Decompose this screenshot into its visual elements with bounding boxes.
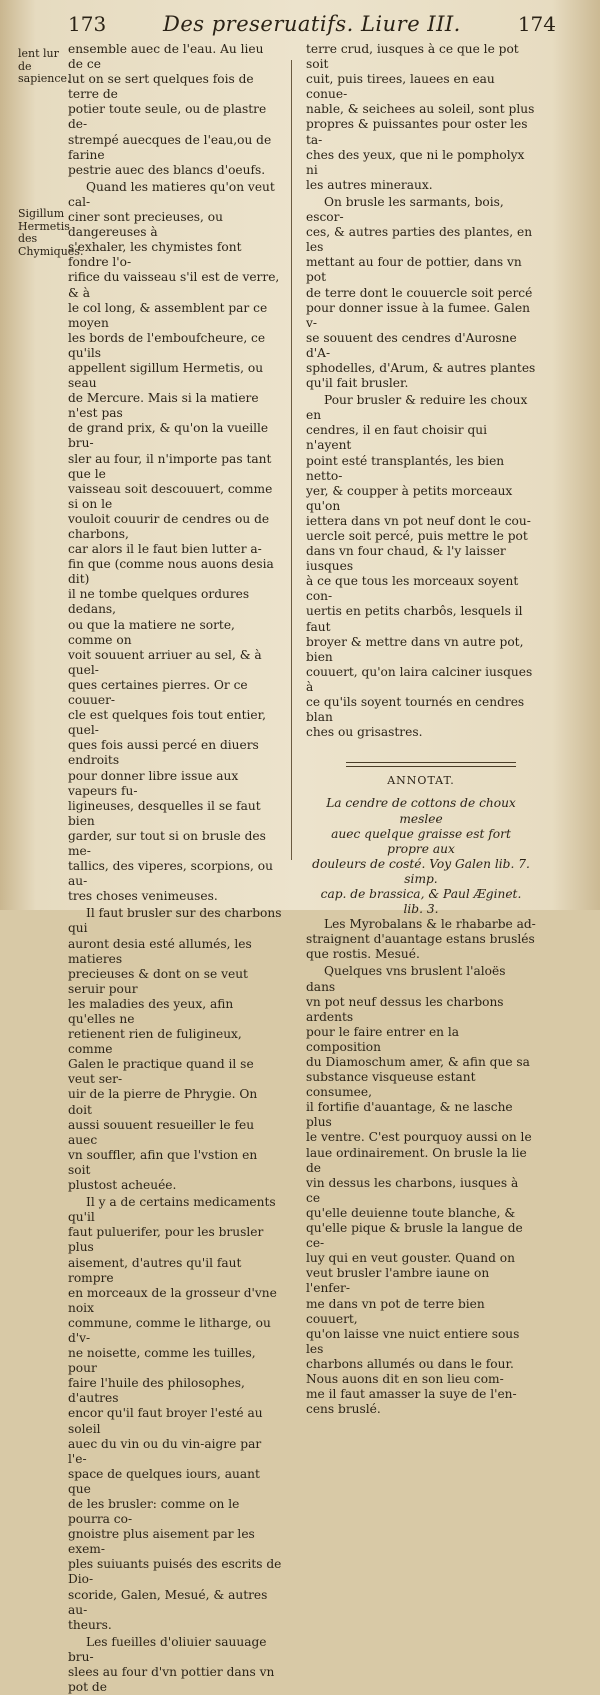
paragraph [306, 42, 536, 193]
text-line: propres & puissantes pour oster les ta- [306, 117, 528, 147]
text-line: On brusle les sarmants, bois, escor- [306, 194, 504, 225]
text-line: broyer & mettre dans vn autre pot, bien [306, 634, 524, 664]
text-line: Pour brusler & reduire les choux en [306, 393, 528, 423]
text-line: theurs. [68, 1617, 112, 1632]
text-line: faire l'huile des philosophes, d'autres [68, 1376, 245, 1406]
text-line: vaisseau soit descouuert, comme si on le [68, 481, 273, 511]
text-line: de terre dont le couuercle soit percé [306, 285, 533, 300]
text-line: precieuses & dont on se veut seruir pour [68, 966, 248, 996]
text-line: le ventre. C'est pourquoy aussi on le [306, 1130, 532, 1145]
page-number-left: 173 [68, 12, 107, 36]
column-divider [291, 60, 292, 860]
text-line: space de quelques iours, auant que [68, 1466, 260, 1496]
text-line: vouloit couurir de cendres ou de charbons, [68, 511, 270, 541]
text-line: les bords de l'emboufcheure, ce qu'ils [68, 330, 266, 360]
text-line: de les brusler: comme on le pourra co- [68, 1497, 240, 1527]
text-line: s'exhaler, les chymistes font fondre l'o- [68, 240, 242, 270]
text-line: cendres, il en faut choisir qui n'ayent [306, 423, 488, 453]
text-line: point esté transplantés, les bien netto- [306, 453, 505, 483]
text-line: Les Myrobalans & le rhabarbe ad- [324, 917, 536, 932]
text-line: plustost acheuée. [68, 1178, 177, 1193]
text-line: Galen le practique quand il se veut ser- [68, 1057, 254, 1087]
paragraph [68, 1635, 282, 1695]
text-line: Les fueilles d'oliuier sauuage bru- [68, 1634, 267, 1664]
text-line: auec quelque graisse est fort propre aux [331, 826, 511, 856]
text-line: ches des yeux, que ni le pompholyx ni [306, 147, 525, 177]
text-line: en morceaux de la grosseur d'vne noix [68, 1285, 277, 1315]
paragraph [68, 180, 282, 905]
text-line: yer, & coupper à petits morceaux qu'on [306, 483, 513, 513]
page-number-right: 174 [517, 12, 556, 36]
text-line: qu'on laisse vne nuict entiere sous les [306, 1326, 520, 1356]
text-line: ques fois aussi percé en diuers endroits [68, 738, 259, 768]
text-line: les maladies des yeux, afin qu'elles ne [68, 996, 234, 1026]
text-line: vin dessus les charbons, iusques à ce [306, 1175, 519, 1205]
section-rule [346, 762, 516, 767]
text-line: ce qu'ils soyent tournés en cendres blan [306, 695, 525, 725]
text-line: vn souffler, afin que l'vstion en soit [68, 1147, 258, 1177]
text-line: du Diamoschum amer, & afin que sa [306, 1055, 530, 1069]
text-line: uercle soit percé, puis mettre le pot [306, 529, 528, 543]
text-line: qu'il fait brusler. [306, 376, 409, 391]
margin-note-sapience: lent lur de sapience. [18, 47, 71, 85]
annotation-heading: ANNOTAT. [387, 774, 455, 788]
text-line: gnoistre plus aisement par les exem- [68, 1527, 255, 1557]
text-line: lut on se sert quelques fois de terre de [68, 72, 254, 102]
text-line: laue ordinairement. On brusle la lie de [306, 1145, 527, 1175]
paragraph [306, 393, 536, 740]
text-line: tallics, des viperes, scorpions, ou au- [68, 859, 273, 889]
text-line: Nous auons dit en son lieu com- [306, 1371, 504, 1386]
annotation-text [306, 796, 536, 917]
text-line: encor qu'il faut broyer l'esté au soleil [68, 1406, 263, 1436]
text-line: luy qui en veut gouster. Quand on [306, 1251, 515, 1266]
text-line: pour donner libre issue aux vapeurs fu- [68, 768, 239, 798]
paragraph [68, 1195, 282, 1633]
text-line: douleurs de costé. Voy Galen lib. 7. simp. [312, 856, 530, 886]
paragraph [306, 195, 536, 391]
paragraph [306, 964, 536, 1417]
text-line: fin que (comme nous auons desia dit) [68, 557, 274, 587]
text-line: ches ou grisastres. [306, 725, 423, 740]
text-line: de grand prix, & qu'on la vueille bru- [68, 421, 269, 451]
margin-note-sigillum: Sigillum Hermetis des Chymiques. [18, 207, 84, 258]
text-line: car alors il le faut bien lutter a- [68, 542, 262, 557]
text-line: slees au four d'vn pottier dans vn pot de [68, 1665, 275, 1695]
text-line: Quelques vns bruslent l'aloës dans [306, 964, 506, 994]
text-line: scoride, Galen, Mesué, & autres au- [68, 1587, 268, 1617]
text-line: cap. de brassica, & Paul Æginet. lib. 3. [320, 886, 522, 917]
text-line: retienent rien de fuligineux, comme [68, 1027, 242, 1057]
text-line: veut brusler l'ambre iaune on l'enfer- [306, 1266, 490, 1296]
text-line: il fortifie d'auantage, & ne lasche plus [306, 1100, 513, 1130]
text-line: uir de la pierre de Phrygie. On doit [68, 1087, 258, 1117]
text-line: aussi souuent resueiller le feu auec [68, 1117, 255, 1147]
text-line: Quand les matieres qu'on veut cal- [68, 179, 275, 209]
text-line: aisement, d'autres qu'il faut rompre [68, 1255, 242, 1285]
text-line: auec du vin ou du vin-aigre par l'e- [68, 1436, 262, 1466]
text-line: iettera dans vn pot neuf dont le cou- [306, 513, 531, 528]
text-line: le col long, & assemblent par ce moyen [68, 300, 268, 330]
text-line: qu'elle deuienne toute blanche, & [306, 1205, 516, 1220]
text-line: ligineuses, desquelles il se faut bien [68, 798, 261, 828]
text-line: ne noisette, comme les tuilles, pour [68, 1346, 256, 1376]
text-line: potier toute seule, ou de plastre de- [68, 102, 267, 132]
text-line: nable, & seichees au soleil, sont plus [306, 102, 535, 117]
right-column [306, 42, 536, 1417]
text-line: cle est quelques fois tout entier, quel- [68, 708, 266, 738]
paragraph [68, 906, 282, 1193]
text-line: il ne tombe quelques ordures dedans, [68, 587, 250, 617]
text-line: faut puluerifer, pour les brusler plus [68, 1225, 264, 1255]
text-line: sler au four, il n'importe pas tant que le [68, 451, 272, 481]
text-line: terre crud, iusques à ce que le pot soit [306, 42, 519, 72]
text-line: uertis en petits charbôs, lesquels il faut [306, 604, 523, 634]
text-line: mettant au four de pottier, dans vn pot [306, 255, 522, 285]
text-line: ples suiuants puisés des escrits de Dio- [68, 1557, 282, 1587]
text-line: vn pot neuf dessus les charbons ardents [306, 994, 504, 1024]
text-line: tres choses venimeuses. [68, 889, 218, 904]
text-line: qu'elle pique & brusle la langue de ce- [306, 1221, 523, 1251]
text-line: substance visqueuse estant consumee, [306, 1070, 476, 1100]
text-line: rifice du vaisseau s'il est de verre, & à [68, 270, 280, 300]
text-line: ques certaines pierres. Or ce couuer- [68, 677, 248, 708]
text-line: se souuent des cendres d'Aurosne d'A- [306, 330, 517, 360]
paragraph [306, 917, 536, 962]
running-header [68, 12, 556, 42]
text-line: me dans vn pot de terre bien couuert, [306, 1296, 485, 1326]
text-line: couuert, qu'on laira calciner iusques à [306, 664, 533, 694]
text-line: à ce que tous les morceaux soyent con- [306, 574, 519, 604]
text-line: pour le faire entrer en la composition [306, 1024, 460, 1054]
text-line: auront desia esté allumés, les matieres [68, 936, 252, 966]
text-line: sphodelles, d'Arum, & autres plantes [306, 360, 536, 375]
text-line: ces, & autres parties des plantes, en les [306, 225, 533, 255]
left-column [68, 42, 282, 1695]
text-line: Il faut brusler sur des charbons qui [68, 906, 282, 936]
text-line: appellent sigillum Hermetis, ou seau [68, 360, 264, 391]
text-line: que rostis. Mesué. [306, 947, 420, 962]
text-line: me il faut amasser la suye de l'en- [306, 1387, 517, 1402]
text-line: strempé auecques de l'eau,ou de farine [68, 132, 272, 162]
text-line: ensemble auec de l'eau. Au lieu de ce [68, 42, 264, 72]
text-line: cens bruslé. [306, 1402, 381, 1417]
text-line: les autres mineraux. [306, 177, 433, 192]
text-line: pestrie auec des blancs d'oeufs. [68, 162, 266, 177]
text-line: ciner sont precieuses, ou dangereuses à [68, 210, 223, 240]
text-line: garder, sur tout si on brusle des me- [68, 828, 266, 858]
running-title: Des preseruatifs. Liure III. [163, 12, 461, 36]
text-line: ou que la matiere ne sorte, comme on [68, 617, 235, 647]
text-line: voit souuent arriuer au sel, & à quel- [68, 647, 262, 677]
text-line: Il y a de certains medicaments qu'il [68, 1195, 276, 1225]
text-line: straignent d'auantage estans bruslés [306, 932, 535, 947]
text-line: La cendre de cottons de choux meslee [326, 796, 516, 826]
text-line: dans vn four chaud, & l'y laisser iusques [306, 544, 506, 574]
text-line: commune, comme le litharge, ou d'v- [68, 1315, 271, 1345]
text-line: de Mercure. Mais si la matiere n'est pas [68, 391, 259, 421]
paragraph [68, 42, 282, 178]
text-line: pour donner issue à la fumee. Galen v- [306, 300, 531, 330]
text-line: cuit, puis tirees, lauees en eau conue- [306, 72, 495, 102]
text-line: charbons allumés ou dans le four. [306, 1356, 514, 1371]
